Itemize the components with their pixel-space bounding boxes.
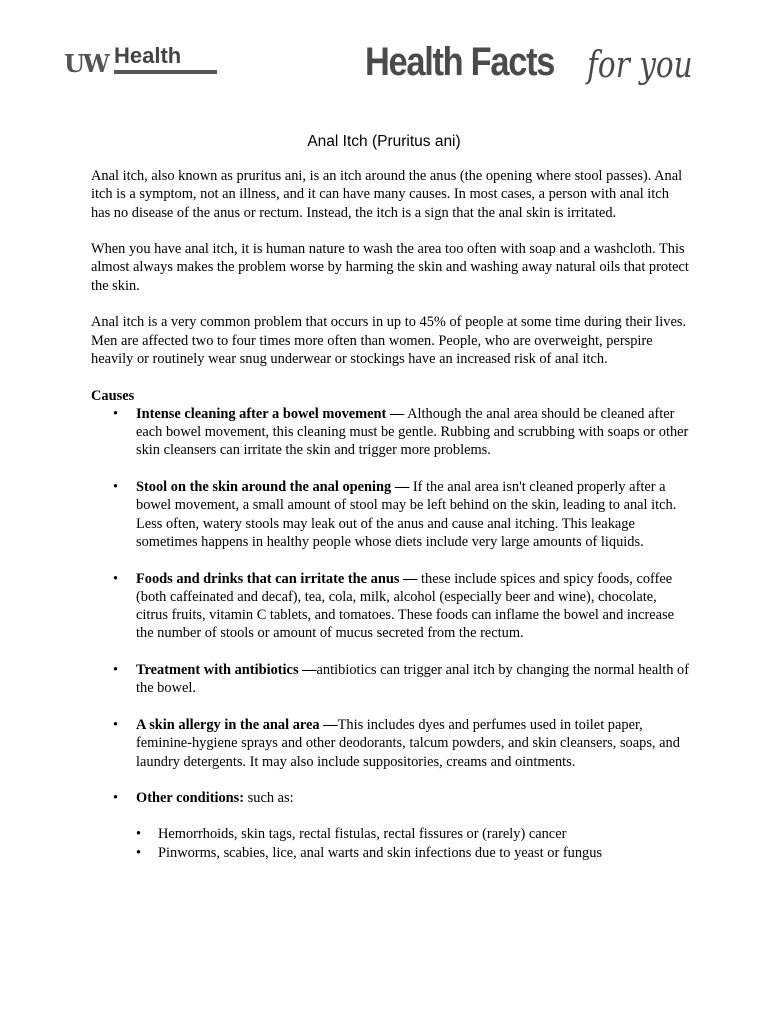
- masthead-title: Health Facts: [365, 40, 555, 84]
- list-item-heading: Other conditions:: [136, 790, 245, 807]
- bullet-icon: •: [136, 844, 142, 861]
- list-item: [91, 716, 691, 771]
- list-item-text: such as:: [244, 790, 294, 807]
- list-item-text: antibiotics can trigger anal itch by changing the normal health of the bowel.: [136, 662, 689, 697]
- bullet-icon: •: [113, 405, 119, 422]
- causes-list: [91, 405, 691, 862]
- bullet-icon: •: [113, 479, 119, 496]
- other-conditions-list: [91, 825, 691, 862]
- list-item: [91, 661, 691, 698]
- prevalence-paragraph: Anal itch is a very common problem that occurs in up to 45% of people at some time during their lives. Men are affected two to four times more often than women. People, who are overweight, perspire heavily or routinely wear snug underwear or stockings have an increased risk of anal itch.: [91, 314, 687, 367]
- sub-list-item-text: Pinworms, scabies, lice, anal warts and skin infections due to yeast or fungus: [158, 844, 603, 861]
- washing-paragraph: When you have anal itch, it is human nature to wash the area too often with soap and a washcloth. This almost always makes the problem worse by harming the skin and washing away natural oils that protect the skin.: [91, 241, 689, 294]
- bullet-icon: •: [113, 716, 119, 733]
- list-item-heading: A skin allergy in the anal area —: [136, 716, 338, 733]
- sub-list-item: [91, 825, 691, 843]
- list-item-text: these include spices and spicy foods, coffee (both caffeinated and decaf), tea, cola, milk, alcohol (especially beer and wine), chocolate, citrus fruits, vitamin C tablets, and tomatoes. These foods can inflame the bowel and increase the number of stools or amount of mucus secreted from the rectum.: [136, 570, 675, 642]
- page-title: Anal Itch (Pruritus ani): [307, 133, 461, 150]
- list-item-text: Although the anal area should be cleaned after each bowel movement, this cleaning must be gentle. Rubbing and scrubbing with soaps or other skin cleansers can irritate the skin and trigger more problems.: [136, 405, 689, 459]
- bullet-icon: •: [136, 826, 142, 843]
- logo-health-text: Health: [114, 43, 182, 68]
- list-item-heading: Stool on the skin around the anal opening —: [136, 479, 410, 496]
- sub-list-item-text: Hemorrhoids, skin tags, rectal fistulas, rectal fissures or (rarely) cancer: [158, 826, 567, 843]
- document-body: [91, 167, 691, 880]
- logo-uw-text: UW: [64, 49, 108, 78]
- intro-paragraph: Anal itch, also known as pruritus ani, is an itch around the anus (the opening where stool passes). Anal itch is a symptom, not an illness, and it can have many causes. In most cases, a person with anal itch has no disease of the anus or rectum. Instead, the itch is a sign that the anal skin is irritated.: [91, 168, 683, 221]
- list-item-text: This includes dyes and perfumes used in toilet paper, feminine-hygiene sprays and other deodorants, talcum powders, and skin cleansers, soaps, and laundry detergents. It may also include suppositories, creams and ointments.: [136, 716, 680, 770]
- sub-list-item: [91, 844, 691, 862]
- bullet-icon: •: [113, 662, 119, 679]
- list-item: [91, 478, 691, 551]
- list-item: [91, 405, 691, 460]
- bullet-icon: •: [113, 570, 119, 587]
- list-item: [91, 789, 691, 862]
- bullet-icon: •: [113, 790, 119, 807]
- list-item-heading: Intense cleaning after a bowel movement —: [136, 405, 405, 422]
- masthead-subtitle: for you: [587, 45, 693, 86]
- logo-underline: [114, 70, 217, 74]
- causes-heading: Causes: [91, 387, 135, 404]
- list-item-heading: Treatment with antibiotics —: [136, 662, 317, 679]
- list-item: [91, 570, 691, 643]
- list-item-text: If the anal area isn't cleaned properly after a bowel movement, a small amount of stool may be left behind on the skin, leading to anal itch. Less often, watery stools may leak out of the anus and cause anal itching. This leakage sometimes happens in healthy people whose diets include very large amounts of liquids.: [136, 479, 677, 550]
- uw-health-logo: [64, 44, 220, 78]
- health-facts-masthead: [365, 34, 705, 90]
- list-item-heading: Foods and drinks that can irritate the anus —: [136, 570, 418, 587]
